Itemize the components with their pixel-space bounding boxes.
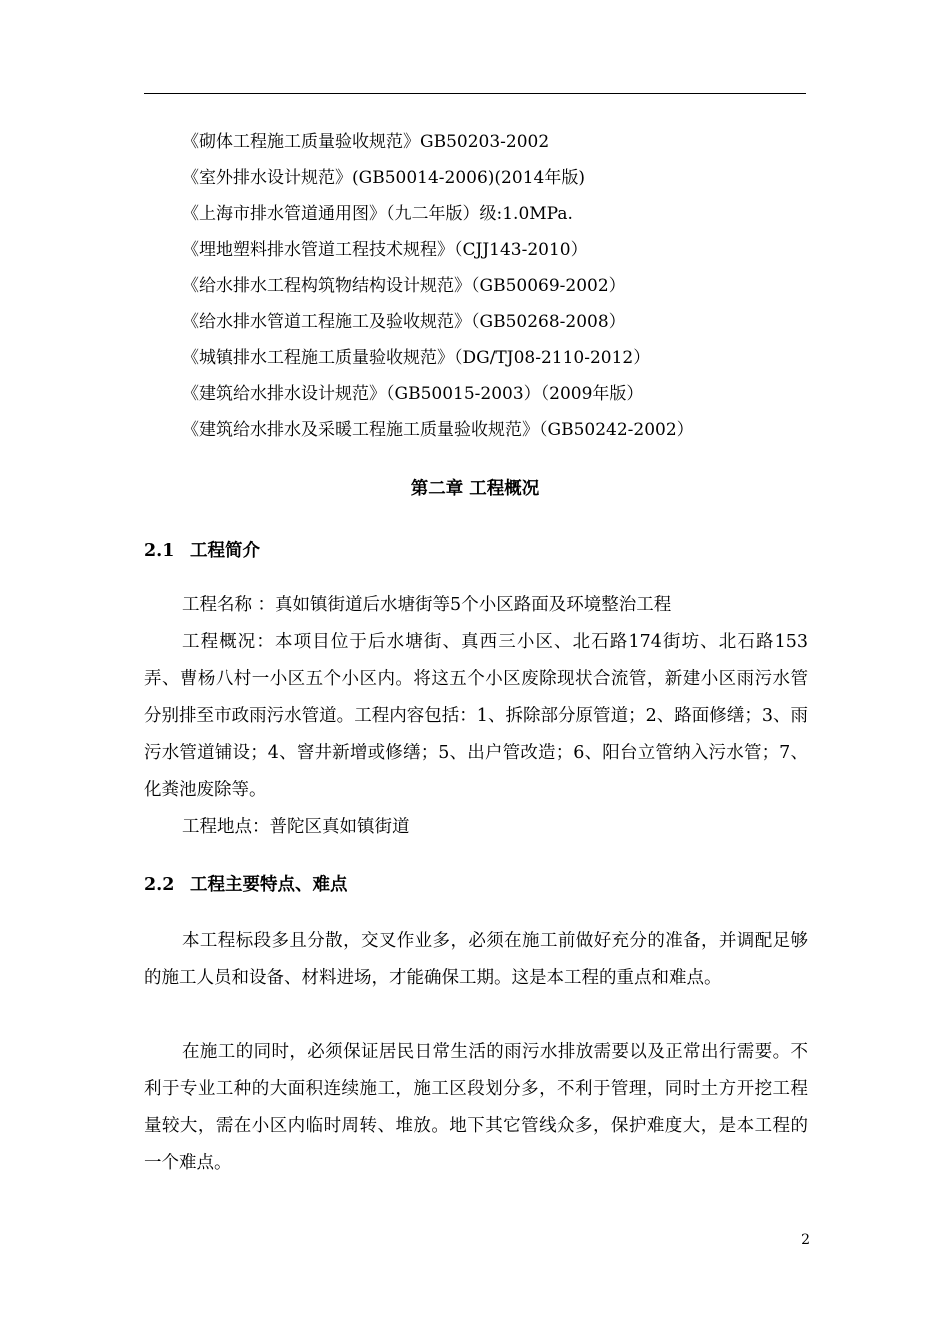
reference-item: 《室外排水设计规范》(GB50014-2006)(2014年版) <box>182 168 585 188</box>
section-heading-2-2 <box>144 870 348 900</box>
project-overview-paragraph: 工程概况：本项目位于后水塘街、真西三小区、北石路174街坊、北石路153弄、曹杨八村一小区五个小区内。将这五个小区废除现状合流管，新建小区雨污水管分别排至市政雨污水管道。工程内容包括：1、拆除部分原管道；2、路面修缮；3、雨污水管道铺设；4、窨井新增或修缮；5、出户管改造；6、阳台立管纳入污水管；7、化粪池废除等。 <box>144 632 808 800</box>
project-name-paragraph: 工程名称 ：真如镇街道后水塘街等5个小区路面及环境整治工程 <box>182 595 672 615</box>
section-title: 工程简介 <box>190 541 260 561</box>
reference-item: 《埋地塑料排水管道工程技术规程》（CJJ143-2010） <box>182 240 588 260</box>
reference-item: 《砌体工程施工质量验收规范》GB50203-2002 <box>182 132 550 152</box>
reference-item: 《建筑给水排水设计规范》（GB50015-2003）（2009年版） <box>182 384 644 404</box>
page-number: 2 <box>801 1232 810 1248</box>
project-location-paragraph: 工程地点：普陀区真如镇街道 <box>182 817 410 837</box>
reference-item: 《城镇排水工程施工质量验收规范》（DG/TJ08-2110-2012） <box>182 348 651 368</box>
reference-list <box>182 124 822 448</box>
section-number: 2.1 <box>144 541 175 561</box>
reference-item: 《上海市排水管道通用图》（九二年版）级:1.0MPa. <box>182 204 573 224</box>
reference-item: 《给水排水工程构筑物结构设计规范》（GB50069-2002） <box>182 276 626 296</box>
section-heading-2-1 <box>144 536 260 566</box>
reference-item: 《建筑给水排水及采暖工程施工质量验收规范》（GB50242-2002） <box>182 420 694 440</box>
section-title: 工程主要特点、难点 <box>190 875 348 895</box>
features-paragraph-1: 本工程标段多且分散，交叉作业多，必须在施工前做好充分的准备，并调配足够的施工人员和设备、材料进场，才能确保工期。这是本工程的重点和难点。 <box>144 931 808 988</box>
section-number: 2.2 <box>144 875 175 895</box>
header-rule <box>144 93 806 94</box>
features-paragraph-2: 在施工的同时，必须保证居民日常生活的雨污水排放需要以及正常出行需要。不利于专业工种的大面积连续施工，施工区段划分多，不利于管理，同时土方开挖工程量较大，需在小区内临时周转、堆放。地下其它管线众多，保护难度大，是本工程的一个难点。 <box>144 1042 808 1173</box>
reference-item: 《给水排水管道工程施工及验收规范》（GB50268-2008） <box>182 312 626 332</box>
chapter-title: 第二章 工程概况 <box>410 479 540 499</box>
